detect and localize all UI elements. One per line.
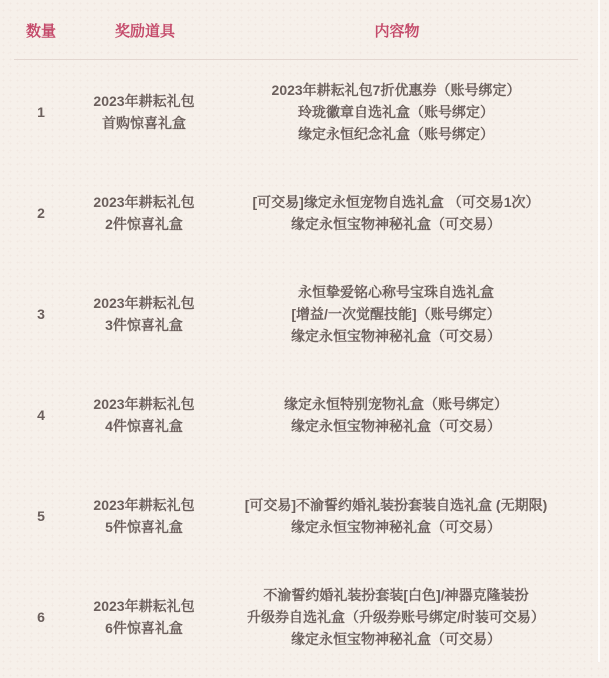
content-line: 玲珑徽章自选礼盒（账号绑定） (298, 104, 494, 120)
content-line: 缘定永恒宝物神秘礼盒（可交易） (291, 631, 501, 647)
reward-item-line: 2023年耕耘礼包 (93, 93, 195, 109)
table-header (0, 0, 598, 60)
content-line: [可交易]缘定永恒宠物自选礼盒 （可交易1次） (252, 194, 540, 210)
row-contents (218, 494, 574, 538)
reward-item-line: 2023年耕耘礼包 (93, 598, 195, 614)
table-row (0, 568, 598, 662)
reward-item-line: 2023年耕耘礼包 (93, 194, 195, 210)
row-contents (218, 584, 574, 650)
row-contents (218, 281, 574, 347)
reward-item-line: 2023年耕耘礼包 (93, 295, 195, 311)
content-line: 缘定永恒特别宠物礼盒（账号绑定） (284, 396, 508, 412)
content-line: 升级券自选礼盒（升级券账号绑定/时装可交易） (247, 609, 545, 625)
table-row (0, 60, 598, 164)
row-qty: 1 (37, 104, 45, 120)
row-qty: 4 (37, 407, 45, 423)
row-qty: 2 (37, 205, 45, 221)
reward-item-line: 首购惊喜礼盒 (102, 115, 186, 131)
content-line: 缘定永恒宝物神秘礼盒（可交易） (291, 216, 501, 232)
row-reward-item (76, 494, 212, 538)
content-line: 缘定永恒纪念礼盒（账号绑定） (298, 126, 494, 142)
table-row (0, 464, 598, 568)
row-reward-item (76, 393, 212, 437)
header-contents: 内容物 (374, 23, 420, 40)
row-qty: 6 (37, 609, 45, 625)
content-line: 缘定永恒宝物神秘礼盒（可交易） (291, 519, 501, 535)
content-line: 缘定永恒宝物神秘礼盒（可交易） (291, 418, 501, 434)
panel-right-edge (598, 0, 600, 662)
content-line: [可交易]不渝誓约婚礼装扮套装自选礼盒 (无期限) (244, 497, 548, 513)
table-row (0, 262, 598, 366)
reward-item-line: 2023年耕耘礼包 (93, 497, 195, 513)
content-line: 2023年耕耘礼包7折优惠券（账号绑定） (271, 82, 521, 98)
reward-item-line: 6件惊喜礼盒 (105, 620, 183, 636)
row-contents (218, 393, 574, 437)
content-line: [增益/一次觉醒技能]（账号绑定） (291, 306, 501, 322)
header-qty: 数量 (25, 23, 56, 40)
content-line: 不渝誓约婚礼装扮套装[白色]/神器克隆装扮 (263, 587, 529, 603)
row-reward-item (76, 191, 212, 235)
reward-item-line: 5件惊喜礼盒 (105, 519, 183, 535)
content-line: 永恒挚爱铭心称号宝珠自选礼盒 (298, 284, 494, 300)
row-reward-item (76, 292, 212, 336)
table-row (0, 366, 598, 464)
content-line: 缘定永恒宝物神秘礼盒（可交易） (291, 328, 501, 344)
reward-item-line: 2023年耕耘礼包 (93, 396, 195, 412)
reward-item-line: 2件惊喜礼盒 (105, 216, 183, 232)
row-qty: 3 (37, 306, 45, 322)
row-qty: 5 (37, 508, 45, 524)
row-contents (218, 191, 574, 235)
table-row (0, 164, 598, 262)
reward-item-line: 3件惊喜礼盒 (105, 317, 183, 333)
row-contents (218, 79, 574, 145)
row-reward-item (76, 595, 212, 639)
row-reward-item (76, 90, 212, 134)
reward-item-line: 4件惊喜礼盒 (105, 418, 183, 434)
header-reward-item: 奖励道具 (114, 23, 175, 40)
